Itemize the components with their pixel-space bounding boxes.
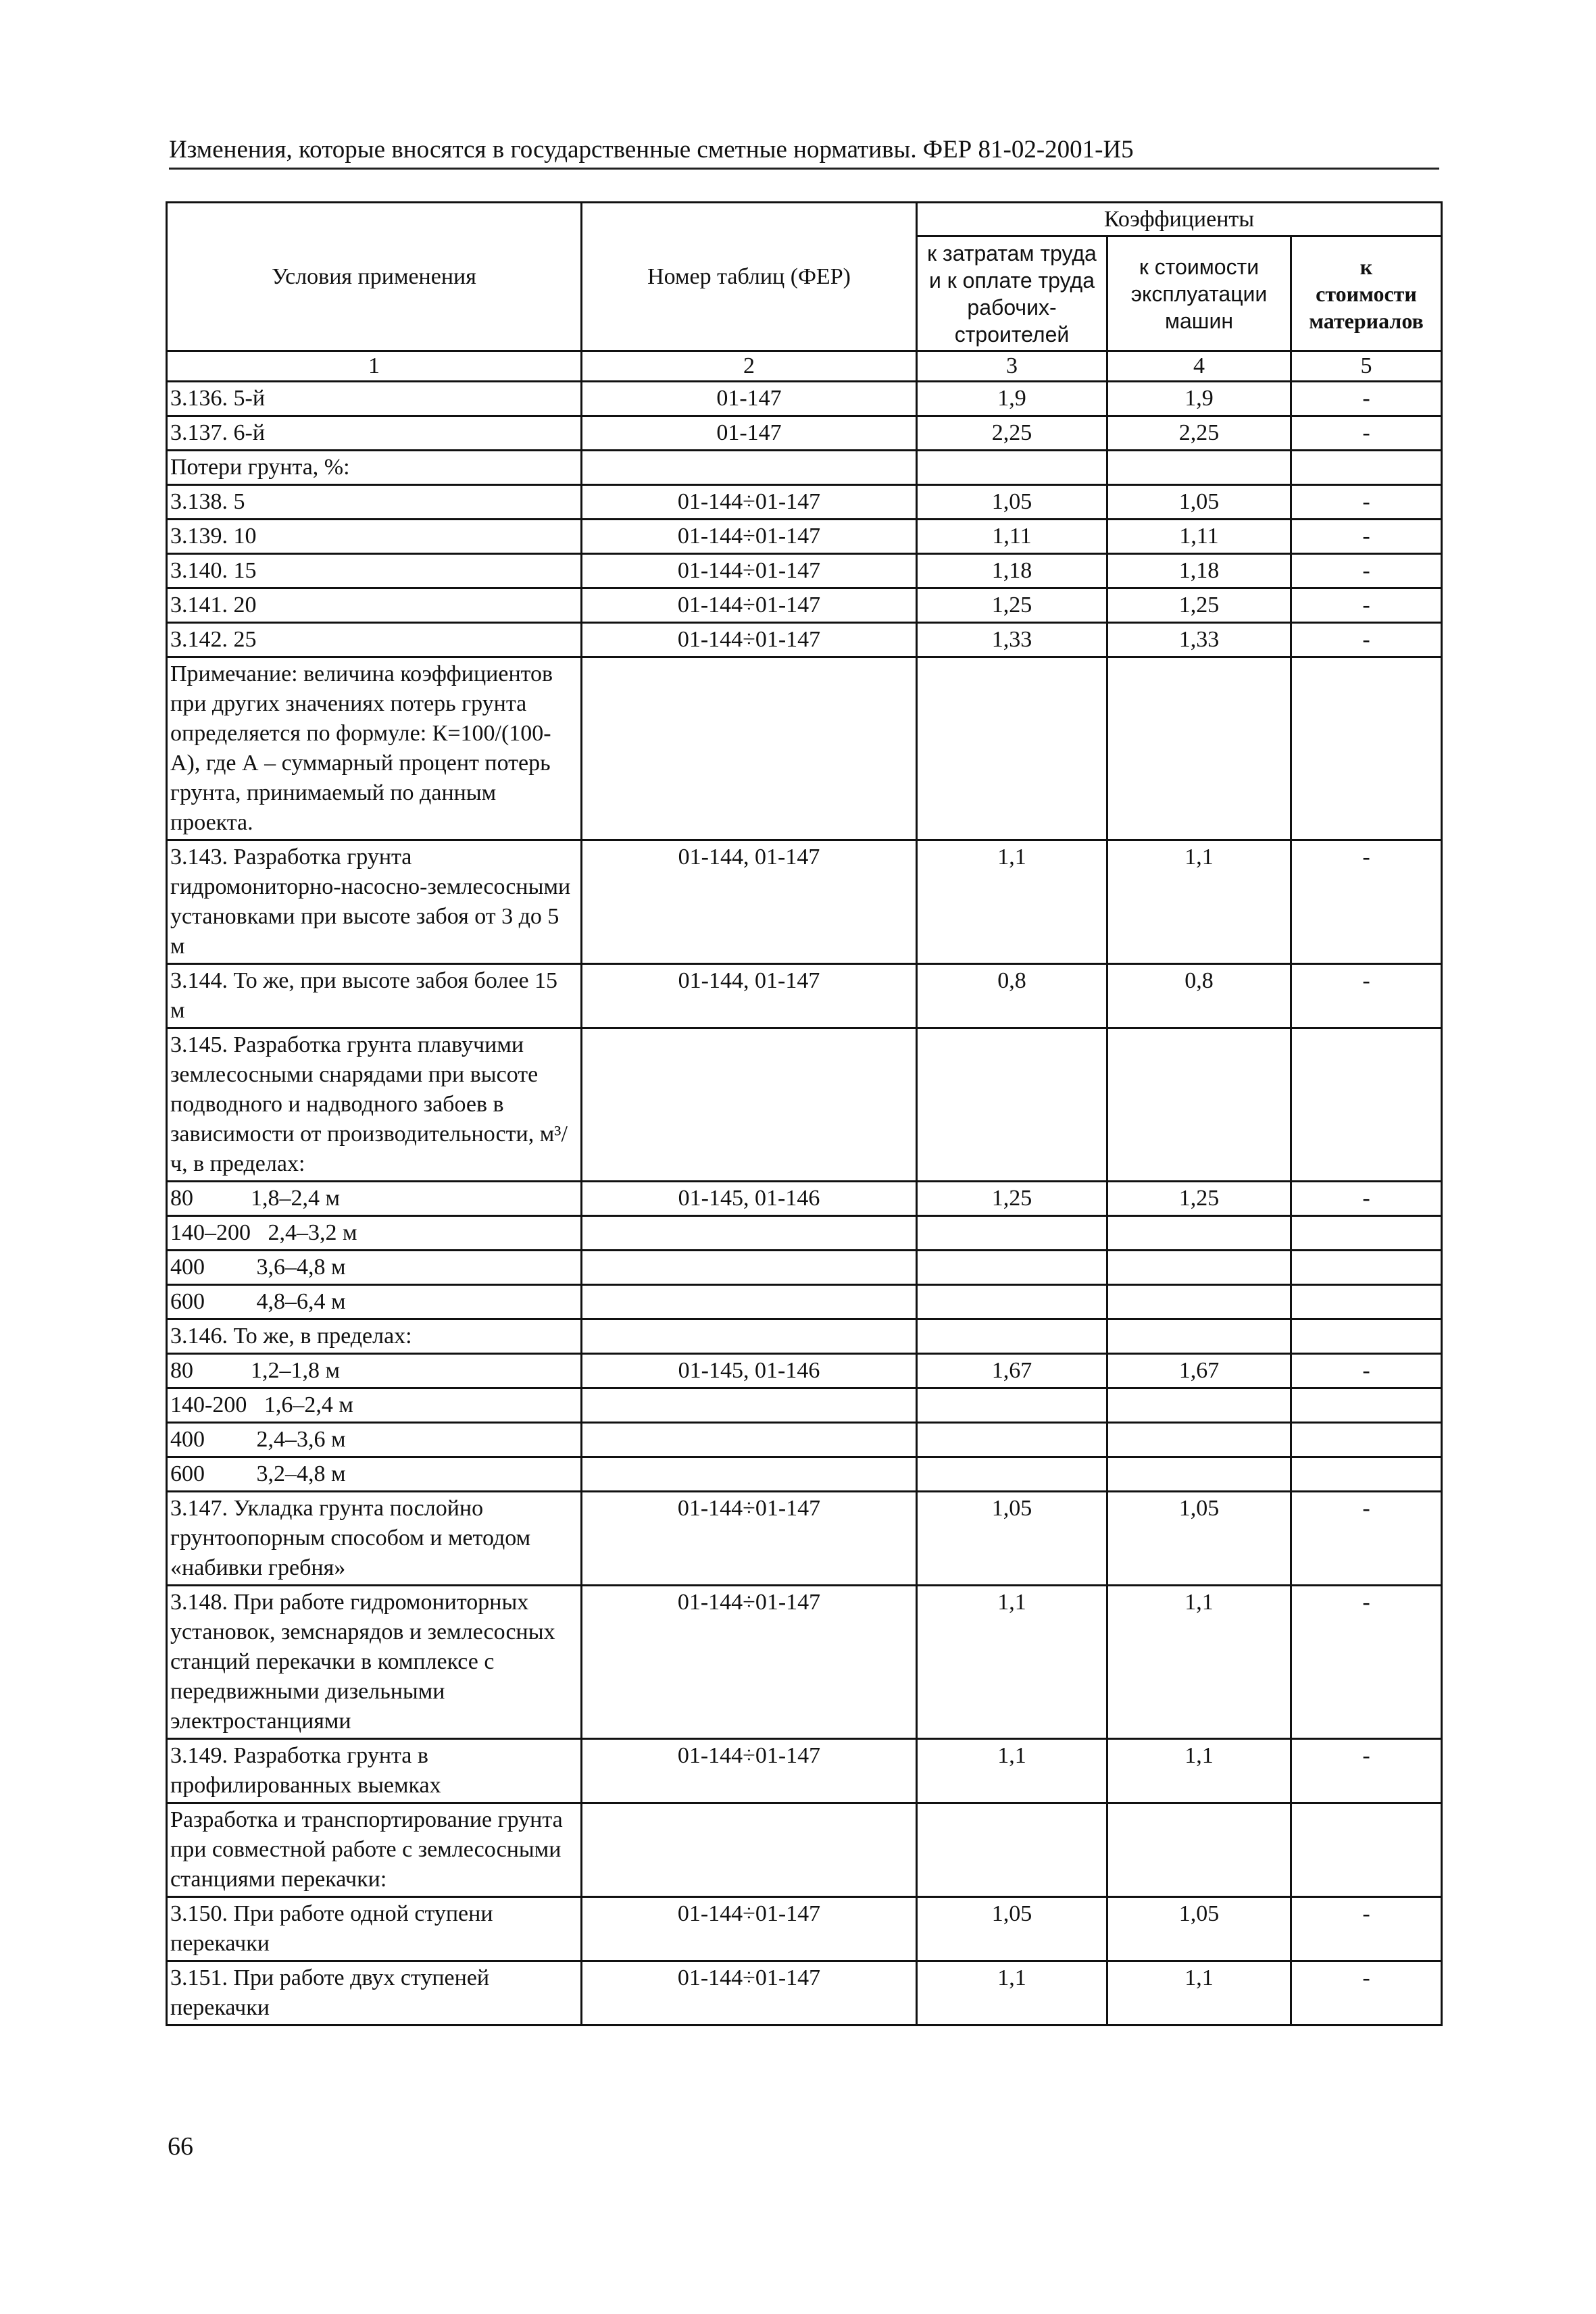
condition-cell: 80 1,2–1,8 м xyxy=(167,1354,582,1388)
header-machines: к стоимости эксплуатации машин xyxy=(1107,236,1291,351)
machine-coef-cell: 1,05 xyxy=(1107,1492,1291,1586)
table-row xyxy=(167,1423,1442,1457)
machine-coef-cell xyxy=(1107,1388,1291,1423)
header-table-number: Номер таблиц (ФЕР) xyxy=(582,203,917,351)
column-number: 1 xyxy=(167,351,582,382)
condition-cell: 3.141. 20 xyxy=(167,588,582,623)
machine-coef-cell: 1,18 xyxy=(1107,554,1291,588)
material-coef-cell xyxy=(1291,1803,1442,1897)
condition-cell: 80 1,8–2,4 м xyxy=(167,1182,582,1216)
table-number-cell: 01-147 xyxy=(582,382,917,416)
labor-coef-cell xyxy=(917,1251,1107,1285)
condition-cell: 3.147. Укладка грунта послойно грунтоопорным способом и методом «набивки гребня» xyxy=(167,1492,582,1586)
condition-cell: 600 3,2–4,8 м xyxy=(167,1457,582,1492)
material-coef-cell: - xyxy=(1291,588,1442,623)
labor-coef-cell: 1,1 xyxy=(917,1586,1107,1739)
machine-coef-cell: 1,1 xyxy=(1107,1739,1291,1803)
material-coef-cell xyxy=(1291,1388,1442,1423)
condition-cell: 3.140. 15 xyxy=(167,554,582,588)
table-number-cell xyxy=(582,451,917,485)
machine-coef-cell: 1,25 xyxy=(1107,588,1291,623)
machine-coef-cell: 1,67 xyxy=(1107,1354,1291,1388)
table-row xyxy=(167,840,1442,964)
material-coef-cell xyxy=(1291,1216,1442,1251)
table-row xyxy=(167,1251,1442,1285)
condition-cell: Примечание: величина коэффициентов при других значениях потерь грунта определяется по формуле: К=100/(100-А), где А – суммарный процент потерь грунта, принимаемый по данным проекта. xyxy=(167,657,582,840)
table-number-cell: 01-144÷01-147 xyxy=(582,1961,917,2026)
machine-coef-cell: 1,1 xyxy=(1107,1586,1291,1739)
table-row xyxy=(167,1216,1442,1251)
condition-cell: 140-200 1,6–2,4 м xyxy=(167,1388,582,1423)
table-body xyxy=(167,382,1442,2026)
material-coef-cell: - xyxy=(1291,416,1442,451)
machine-coef-cell: 1,9 xyxy=(1107,382,1291,416)
table-number-cell xyxy=(582,657,917,840)
table-number-cell xyxy=(582,1457,917,1492)
machine-coef-cell xyxy=(1107,1028,1291,1182)
material-coef-cell xyxy=(1291,1285,1442,1319)
material-coef-cell xyxy=(1291,1457,1442,1492)
machine-coef-cell xyxy=(1107,451,1291,485)
labor-coef-cell: 1,18 xyxy=(917,554,1107,588)
labor-coef-cell xyxy=(917,1319,1107,1354)
labor-coef-cell xyxy=(917,1457,1107,1492)
column-number: 3 xyxy=(917,351,1107,382)
table-row xyxy=(167,1388,1442,1423)
header-materials-line1: к xyxy=(1360,254,1373,279)
condition-cell: 3.144. То же, при высоте забоя более 15 м xyxy=(167,964,582,1028)
table-row xyxy=(167,520,1442,554)
table-row xyxy=(167,554,1442,588)
table-row xyxy=(167,1319,1442,1354)
labor-coef-cell: 0,8 xyxy=(917,964,1107,1028)
machine-coef-cell: 2,25 xyxy=(1107,416,1291,451)
machine-coef-cell: 1,25 xyxy=(1107,1182,1291,1216)
machine-coef-cell: 1,05 xyxy=(1107,1897,1291,1961)
table-number-cell xyxy=(582,1319,917,1354)
table-row xyxy=(167,1492,1442,1586)
table-number-cell: 01-144÷01-147 xyxy=(582,1739,917,1803)
material-coef-cell: - xyxy=(1291,1586,1442,1739)
table-row xyxy=(167,1739,1442,1803)
condition-cell: 3.139. 10 xyxy=(167,520,582,554)
table-number-cell: 01-144÷01-147 xyxy=(582,554,917,588)
material-coef-cell: - xyxy=(1291,554,1442,588)
condition-cell: 3.137. 6-й xyxy=(167,416,582,451)
machine-coef-cell xyxy=(1107,1285,1291,1319)
table-number-cell: 01-145, 01-146 xyxy=(582,1182,917,1216)
condition-cell: 600 4,8–6,4 м xyxy=(167,1285,582,1319)
material-coef-cell: - xyxy=(1291,623,1442,657)
labor-coef-cell xyxy=(917,1028,1107,1182)
labor-coef-cell xyxy=(917,1388,1107,1423)
material-coef-cell: - xyxy=(1291,485,1442,520)
labor-coef-cell: 1,05 xyxy=(917,485,1107,520)
machine-coef-cell xyxy=(1107,1319,1291,1354)
machine-coef-cell: 1,05 xyxy=(1107,485,1291,520)
column-number: 5 xyxy=(1291,351,1442,382)
labor-coef-cell xyxy=(917,657,1107,840)
material-coef-cell: - xyxy=(1291,1961,1442,2026)
machine-coef-cell xyxy=(1107,1423,1291,1457)
table-row xyxy=(167,382,1442,416)
table-number-cell xyxy=(582,1388,917,1423)
table-row xyxy=(167,1961,1442,2026)
material-coef-cell: - xyxy=(1291,382,1442,416)
table-row xyxy=(167,1803,1442,1897)
column-number: 4 xyxy=(1107,351,1291,382)
labor-coef-cell xyxy=(917,451,1107,485)
table-row xyxy=(167,451,1442,485)
material-coef-cell xyxy=(1291,657,1442,840)
table-row xyxy=(167,1285,1442,1319)
labor-coef-cell: 1,25 xyxy=(917,1182,1107,1216)
table-number-cell xyxy=(582,1251,917,1285)
header-materials-line2: стоимости материалов xyxy=(1309,281,1424,333)
machine-coef-cell: 0,8 xyxy=(1107,964,1291,1028)
machine-coef-cell xyxy=(1107,1216,1291,1251)
labor-coef-cell xyxy=(917,1216,1107,1251)
labor-coef-cell xyxy=(917,1423,1107,1457)
table-row xyxy=(167,1457,1442,1492)
header-coefficients: Коэффициенты xyxy=(917,203,1442,236)
table-row xyxy=(167,1586,1442,1739)
condition-cell: 3.151. При работе двух ступеней перекачки xyxy=(167,1961,582,2026)
table-row xyxy=(167,1354,1442,1388)
table-number-cell: 01-144÷01-147 xyxy=(582,520,917,554)
material-coef-cell: - xyxy=(1291,520,1442,554)
material-coef-cell xyxy=(1291,1028,1442,1182)
header-conditions: Условия применения xyxy=(167,203,582,351)
labor-coef-cell: 1,67 xyxy=(917,1354,1107,1388)
column-numbers-row xyxy=(167,351,1442,382)
machine-coef-cell: 1,1 xyxy=(1107,1961,1291,2026)
labor-coef-cell: 2,25 xyxy=(917,416,1107,451)
machine-coef-cell: 1,1 xyxy=(1107,840,1291,964)
table-row xyxy=(167,623,1442,657)
material-coef-cell: - xyxy=(1291,1897,1442,1961)
labor-coef-cell xyxy=(917,1285,1107,1319)
table-number-cell xyxy=(582,1028,917,1182)
material-coef-cell: - xyxy=(1291,1739,1442,1803)
header-labor: к затратам труда и к оплате труда рабочих-строителей xyxy=(917,236,1107,351)
condition-cell: 3.136. 5-й xyxy=(167,382,582,416)
table-number-cell xyxy=(582,1216,917,1251)
table-row xyxy=(167,1182,1442,1216)
labor-coef-cell: 1,05 xyxy=(917,1492,1107,1586)
labor-coef-cell: 1,9 xyxy=(917,382,1107,416)
machine-coef-cell: 1,33 xyxy=(1107,623,1291,657)
condition-cell: 3.143. Разработка грунта гидромониторно-насосно-землесосными установками при высоте забоя от 3 до 5 м xyxy=(167,840,582,964)
table-number-cell: 01-144÷01-147 xyxy=(582,1897,917,1961)
condition-cell: Разработка и транспортирование грунта при совместной работе с землесосными станциями перекачки: xyxy=(167,1803,582,1897)
material-coef-cell: - xyxy=(1291,1182,1442,1216)
table-number-cell: 01-144÷01-147 xyxy=(582,1492,917,1586)
labor-coef-cell: 1,1 xyxy=(917,1739,1107,1803)
table-number-cell: 01-144, 01-147 xyxy=(582,964,917,1028)
table-number-cell: 01-144÷01-147 xyxy=(582,485,917,520)
machine-coef-cell: 1,11 xyxy=(1107,520,1291,554)
condition-cell: 3.145. Разработка грунта плавучими землесосными снарядами при высоте подводного и надводного забоев в зависимости от производительности, м³/ч, в пределах: xyxy=(167,1028,582,1182)
material-coef-cell xyxy=(1291,1319,1442,1354)
table-row xyxy=(167,485,1442,520)
labor-coef-cell: 1,1 xyxy=(917,840,1107,964)
page-number: 66 xyxy=(168,2132,193,2161)
table-row xyxy=(167,964,1442,1028)
table-row xyxy=(167,588,1442,623)
table-number-cell: 01-144, 01-147 xyxy=(582,840,917,964)
machine-coef-cell xyxy=(1107,657,1291,840)
table-row xyxy=(167,416,1442,451)
labor-coef-cell: 1,25 xyxy=(917,588,1107,623)
table-number-cell: 01-144÷01-147 xyxy=(582,588,917,623)
condition-cell: Потери грунта, %: xyxy=(167,451,582,485)
coefficients-table xyxy=(166,201,1443,2026)
material-coef-cell: - xyxy=(1291,1354,1442,1388)
condition-cell: 3.142. 25 xyxy=(167,623,582,657)
labor-coef-cell: 1,33 xyxy=(917,623,1107,657)
material-coef-cell: - xyxy=(1291,840,1442,964)
condition-cell: 3.138. 5 xyxy=(167,485,582,520)
condition-cell: 3.146. То же, в пределах: xyxy=(167,1319,582,1354)
table-row xyxy=(167,1028,1442,1182)
condition-cell: 3.148. При работе гидромониторных установок, земснарядов и землесосных станций перекачки в комплексе с передвижными дизельными электростанциями xyxy=(167,1586,582,1739)
table-number-cell: 01-144÷01-147 xyxy=(582,623,917,657)
running-header: Изменения, которые вносятся в государственные сметные нормативы. ФЕР 81-02-2001-И5 xyxy=(169,135,1439,170)
material-coef-cell: - xyxy=(1291,1492,1442,1586)
table-row xyxy=(167,657,1442,840)
material-coef-cell: - xyxy=(1291,964,1442,1028)
column-number: 2 xyxy=(582,351,917,382)
material-coef-cell xyxy=(1291,1423,1442,1457)
header-materials xyxy=(1291,236,1442,351)
table-number-cell: 01-147 xyxy=(582,416,917,451)
labor-coef-cell: 1,05 xyxy=(917,1897,1107,1961)
table-number-cell: 01-144÷01-147 xyxy=(582,1586,917,1739)
table-row xyxy=(167,1897,1442,1961)
table-header xyxy=(167,203,1442,382)
labor-coef-cell xyxy=(917,1803,1107,1897)
table-number-cell xyxy=(582,1803,917,1897)
material-coef-cell xyxy=(1291,451,1442,485)
labor-coef-cell: 1,1 xyxy=(917,1961,1107,2026)
condition-cell: 3.149. Разработка грунта в профилированных выемках xyxy=(167,1739,582,1803)
table-number-cell: 01-145, 01-146 xyxy=(582,1354,917,1388)
table-number-cell xyxy=(582,1423,917,1457)
material-coef-cell xyxy=(1291,1251,1442,1285)
labor-coef-cell: 1,11 xyxy=(917,520,1107,554)
machine-coef-cell xyxy=(1107,1251,1291,1285)
condition-cell: 3.150. При работе одной ступени перекачки xyxy=(167,1897,582,1961)
condition-cell: 140–200 2,4–3,2 м xyxy=(167,1216,582,1251)
machine-coef-cell xyxy=(1107,1457,1291,1492)
table-number-cell xyxy=(582,1285,917,1319)
condition-cell: 400 2,4–3,6 м xyxy=(167,1423,582,1457)
machine-coef-cell xyxy=(1107,1803,1291,1897)
condition-cell: 400 3,6–4,8 м xyxy=(167,1251,582,1285)
